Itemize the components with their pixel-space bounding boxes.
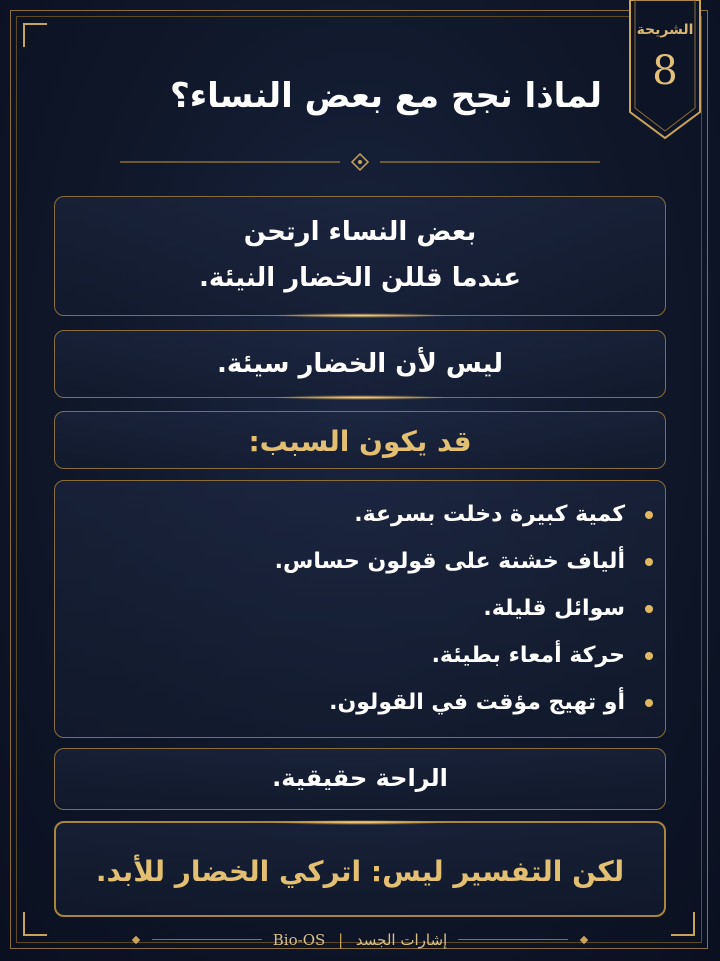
list-item (55, 632, 665, 679)
corner-ornament (23, 23, 47, 47)
list-item (55, 679, 665, 726)
series-name: إشارات الجسد (355, 930, 448, 949)
glow-accent (270, 395, 450, 400)
glow-accent (270, 820, 450, 825)
reason-text: سوائل قليلة. (483, 596, 625, 621)
slide-badge (628, 0, 702, 140)
intro-card (54, 196, 666, 316)
bullet-icon (645, 652, 653, 660)
reason-text: ألياف خشنة على قولون حساس. (274, 549, 625, 574)
reason-text: أو تهيج مؤقت في القولون. (329, 690, 625, 715)
conclusion-card (54, 821, 666, 917)
footer-separator: | (338, 930, 344, 949)
reason-heading-card (54, 411, 666, 469)
footer (0, 930, 720, 956)
badge-label: الشريحة (636, 22, 694, 38)
list-item (55, 491, 665, 538)
list-item (55, 538, 665, 585)
list-item (55, 585, 665, 632)
bullet-icon (645, 558, 653, 566)
not-bad-card (54, 330, 666, 398)
reasons-card (54, 480, 666, 738)
not-bad-text: ليس لأن الخضار سيئة. (216, 349, 504, 379)
bullet-icon (645, 699, 653, 707)
brand-name: Bio-OS (272, 930, 326, 949)
footer-line (458, 939, 568, 940)
reasons-list (55, 491, 665, 726)
reason-text: كمية كبيرة دخلت بسرعة. (354, 502, 625, 527)
diamond-icon (580, 935, 588, 943)
intro-line-1: بعض النساء ارتحن (243, 217, 477, 247)
page-title: لماذا نجح مع بعض النساء؟ (170, 76, 602, 116)
reason-text: حركة أمعاء بطيئة. (431, 643, 625, 668)
ornament-divider (120, 150, 600, 174)
diamond-icon (132, 935, 140, 943)
footer-line (152, 939, 262, 940)
glow-accent (270, 313, 450, 318)
reason-heading: قد يكون السبب: (248, 425, 472, 458)
slide-number: 8 (652, 48, 678, 94)
bullet-icon (645, 605, 653, 613)
relief-text: الراحة حقيقية. (272, 764, 448, 792)
intro-line-2: عندما قللن الخضار النيئة. (199, 263, 521, 293)
conclusion-text: لكن التفسير ليس: اتركي الخضار للأبد. (95, 855, 625, 888)
bullet-icon (645, 511, 653, 519)
relief-card (54, 748, 666, 810)
